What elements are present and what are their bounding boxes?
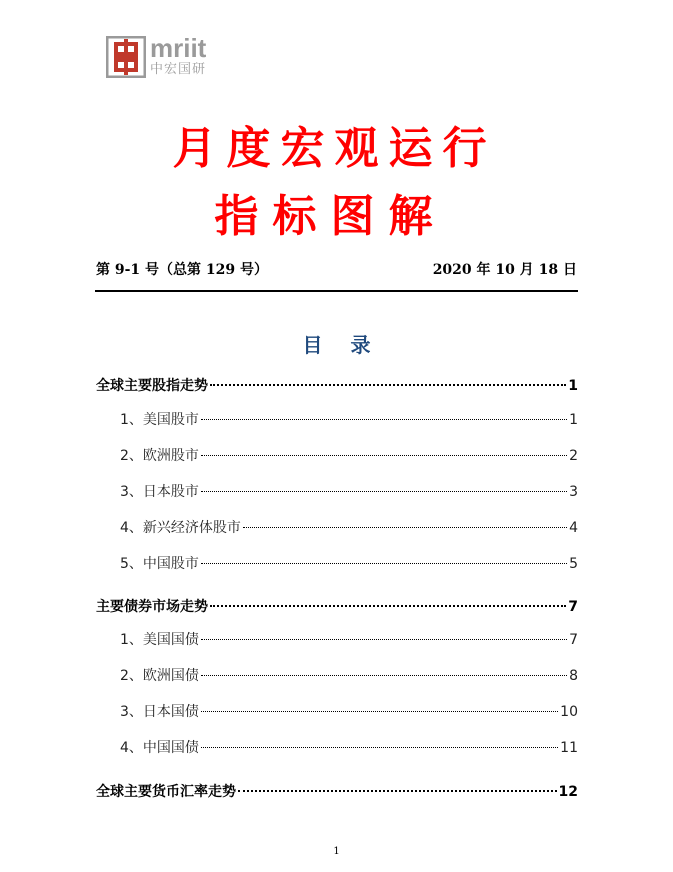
toc-page-number: 7 [568, 599, 578, 615]
toc-page-number: 2 [569, 448, 578, 464]
toc-page-number: 5 [569, 556, 578, 572]
report-title-line-1: 月度宏观运行 [172, 123, 497, 174]
toc-page-number: 10 [560, 704, 578, 720]
issue-date: 2020 年 10 月 18 日 [432, 262, 577, 278]
toc-leader-dots [210, 605, 566, 607]
toc-item-label: 4、新兴经济体股市 [120, 520, 241, 536]
toc-section-label: 主要债券市场走势 [96, 599, 208, 615]
toc-heading: 目录 [302, 333, 399, 357]
toc-leader-dots [201, 711, 558, 712]
toc-item-label: 4、中国国债 [120, 740, 199, 756]
toc-page-number: 3 [569, 484, 578, 500]
toc-item-label: 5、中国股市 [120, 556, 199, 572]
toc-item-eu-stocks[interactable] [120, 445, 578, 467]
logo-text-en: mriit [150, 33, 207, 63]
toc-leader-dots [201, 563, 567, 564]
toc-item-label: 2、欧洲国债 [120, 668, 199, 684]
toc-section-bonds[interactable] [96, 596, 578, 618]
toc-section-fx[interactable] [96, 781, 578, 803]
issue-number: 第 9-1 号（总第 129 号） [96, 262, 269, 278]
toc-item-cn-stocks[interactable] [120, 553, 578, 575]
brand-logo [106, 34, 246, 82]
toc-page-number: 1 [568, 378, 578, 394]
toc-page-number: 12 [558, 784, 578, 800]
toc-item-cn-bonds[interactable] [120, 737, 578, 759]
toc-section-label: 全球主要股指走势 [96, 378, 208, 394]
toc-item-label: 3、日本国债 [120, 704, 199, 720]
toc-item-label: 3、日本股市 [120, 484, 199, 500]
toc-leader-dots [201, 639, 567, 640]
toc-page-number: 7 [569, 632, 578, 648]
toc-leader-dots [238, 790, 557, 792]
page-number-footer: 1 [333, 846, 340, 857]
toc-page-number: 1 [569, 412, 578, 428]
toc-page-number: 11 [560, 740, 578, 756]
toc-leader-dots [201, 675, 567, 676]
toc-section-label: 全球主要货币汇率走势 [96, 784, 236, 800]
toc-leader-dots [201, 491, 567, 492]
report-title-line-2: 指标图解 [214, 191, 447, 242]
mriit-logo-icon [106, 36, 146, 78]
toc-page-number: 8 [569, 668, 578, 684]
toc-leader-dots [201, 747, 558, 748]
toc-item-label: 1、美国国债 [120, 632, 199, 648]
toc-item-label: 1、美国股市 [120, 412, 199, 428]
toc-leader-dots [210, 384, 566, 386]
logo-text-cn: 中宏国研 [150, 62, 207, 77]
toc-item-label: 2、欧洲股市 [120, 448, 199, 464]
toc-item-us-stocks[interactable] [120, 409, 578, 431]
header-divider [95, 290, 578, 292]
toc-leader-dots [201, 455, 567, 456]
toc-item-eu-bonds[interactable] [120, 665, 578, 687]
toc-leader-dots [201, 419, 567, 420]
toc-page-number: 4 [569, 520, 578, 536]
toc-item-us-bonds[interactable] [120, 629, 578, 651]
toc-item-jp-stocks[interactable] [120, 481, 578, 503]
toc-section-stocks[interactable] [96, 375, 578, 397]
toc-leader-dots [243, 527, 567, 528]
toc-item-jp-bonds[interactable] [120, 701, 578, 723]
toc-item-em-stocks[interactable] [120, 517, 578, 539]
